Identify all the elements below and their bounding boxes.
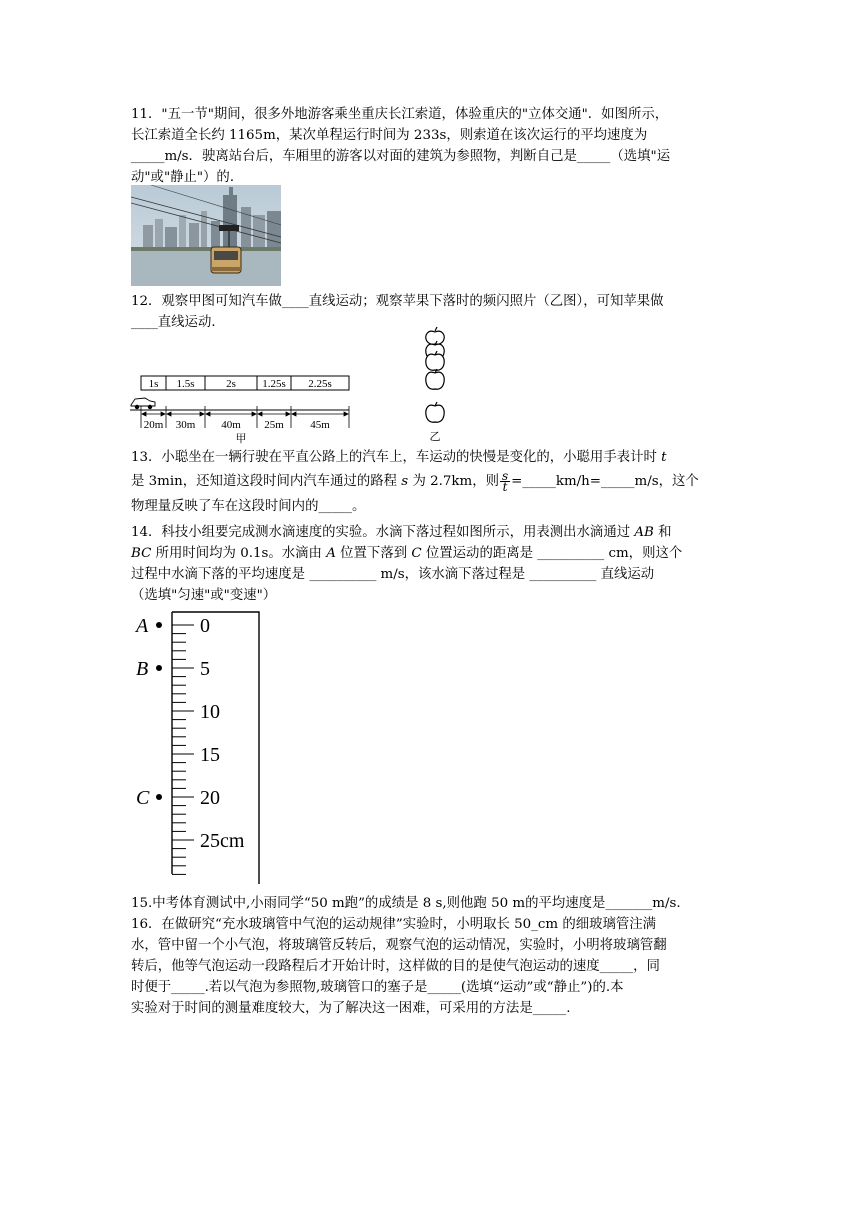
q14-text-2a: 所用时间均为 0.1s。水滴由 (155, 546, 322, 561)
drop-point-label: A (136, 615, 149, 637)
figure-jia-label: 甲 (235, 433, 247, 444)
water-drop-point (156, 622, 162, 628)
drop-point-label: B (136, 658, 149, 680)
time-label-5: 2.25s (308, 378, 332, 390)
ruler-tick-label: 0 (200, 615, 210, 637)
distance-label-4: 25m (264, 419, 284, 431)
ruler-tick-label: 25cm (200, 830, 245, 852)
time-label-3: 2s (226, 378, 236, 390)
question-16 (131, 914, 731, 1019)
time-label-2: 1.5s (176, 378, 195, 390)
cable-car-photo (131, 185, 281, 286)
q13-text-3: 为 2.7km，则 (412, 474, 499, 489)
q13-text-4: =_____km/h=_____m/s，这个 (511, 474, 699, 489)
q14-text-1: 14．科技小组要完成测水滴速度的实验。水滴下落过程如图所示，用表测出水滴通过 (131, 525, 631, 540)
q13-text-1: 13．小聪坐在一辆行驶在平直公路上的汽车上，车运动的快慢是变化的，小聪用手表计时 (131, 450, 657, 465)
q13-text-2: 是 3min，还知道这段时间内汽车通过的路程 (131, 474, 398, 489)
q12-line-2: ____直线运动． (131, 315, 225, 330)
q16-line-4: 时便于_____.若以气泡为参照物,玻璃管口的塞子是_____(选填“运动”或“静止”)的.本 (131, 980, 624, 995)
distance-label-5: 45m (310, 419, 330, 431)
time-boxes (141, 376, 349, 390)
q13-line-3: 物理量反映了车在这段时间内的_____。 (131, 499, 366, 514)
q11-line-3: _____m/s．驶离站台后，车厢里的游客以对面的建筑为参照物，判断自己是_____（选填"运 (131, 149, 671, 164)
ruler-points (134, 615, 162, 809)
s-over-t-fraction (500, 471, 510, 492)
ruler-tick-label: 10 (200, 701, 220, 723)
q11-line-1: 11．"五一节"期间，很多外地游客乘坐重庆长江索道，体验重庆的"立体交通"．如图所示， (131, 107, 669, 122)
q14-var-C: C (411, 546, 422, 561)
distance-label-3: 40m (221, 419, 241, 431)
drop-point-label: C (136, 787, 150, 809)
figure-yi-apples (418, 326, 454, 448)
q12-line-1: 12．观察甲图可知汽车做____直线运动；观察苹果下落时的频闪照片（乙图），可知苹果做 (131, 294, 664, 309)
ruler-tick-label: 20 (200, 787, 220, 809)
q14-var-A: A (326, 546, 336, 561)
q14-text-2b: 位置下落到 (340, 546, 408, 561)
q14-text-and: 和 (658, 525, 672, 540)
q14-line-3: 过程中水滴下落的平均速度是 __________ m/s，该水滴下落过程是 __________ 直线运动 (131, 567, 655, 582)
q16-line-5: 实验对于时间的测量难度较大，为了解决这一困难，可采用的方法是_____. (131, 1001, 571, 1016)
q14-var-AB: AB (634, 525, 654, 540)
q14-line-2 (131, 543, 731, 564)
q11-line-4: 动"或"静止"）的． (131, 170, 244, 185)
time-label-4: 1.25s (262, 378, 286, 390)
q13-var-t: t (661, 450, 667, 465)
q14-line-1 (131, 522, 731, 543)
question-13 (131, 447, 731, 517)
q16-line-3: 转后，他等气泡运动一段路程后才开始计时，这样做的目的是使气泡运动的速度_____，同 (131, 959, 660, 974)
ruler-labels (200, 615, 245, 852)
time-label-1: 1s (148, 378, 159, 390)
apple-icons (426, 327, 444, 422)
q14-line-4: （选填"匀速"或"变速"） (131, 588, 277, 603)
fraction-denominator: t (502, 480, 508, 494)
q16-line-1: 16．在做研究“充水玻璃管中气泡的运动规律”实验时，小明取长 50_cm 的细玻璃管注满 (131, 917, 657, 932)
q13-line-1 (131, 447, 731, 468)
distance-label-2: 30m (175, 419, 196, 431)
ruler-ticks (172, 625, 194, 874)
q16-line-2: 水，管中留一个小气泡，将玻璃管反转后，观察气泡的运动情况，实验时，小明将玻璃管翻 (131, 938, 667, 953)
q13-var-s: s (401, 474, 409, 489)
q15-line-1: 15.中考体育测试中,小雨同学“50 m跑”的成绩是 8 s,则他跑 50 m的平均速度是_______m/s. (131, 896, 681, 911)
figure-yi-label: 乙 (429, 431, 441, 443)
car-icon (131, 398, 155, 409)
fraction-numerator: s (501, 469, 509, 483)
question-15 (131, 893, 731, 914)
figure-jia-car (128, 370, 360, 448)
q11-line-2: 长江索道全长约 1165m，某次单程运行时间为 233s，则索道在该次运行的平均速度为 (131, 128, 648, 143)
distance-label-1: 20m (143, 419, 164, 431)
water-drop-point (156, 794, 162, 800)
ruler-tick-label: 5 (200, 658, 210, 680)
water-drop-point (156, 665, 162, 671)
ruler-figure (128, 608, 268, 888)
question-11 (131, 104, 731, 188)
question-14 (131, 522, 731, 606)
q13-line-2 (131, 468, 731, 496)
q14-var-BC: BC (131, 546, 152, 561)
ruler-tick-label: 15 (200, 744, 220, 766)
q14-text-2c: 位置运动的距离是 __________ cm，则这个 (425, 546, 683, 561)
